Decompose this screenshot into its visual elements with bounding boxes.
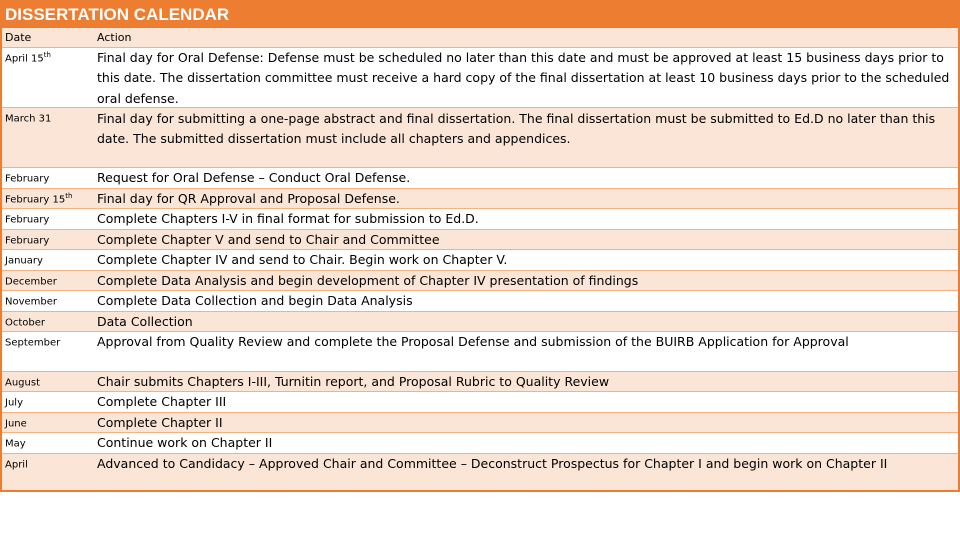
row-action: Chair submits Chapters I-III, Turnitin report, and Proposal Rubric to Quality Review (97, 374, 610, 389)
row-date: June (5, 418, 27, 430)
table-row (2, 230, 958, 250)
row-action: Continue work on Chapter II (97, 435, 273, 450)
row-date: March 31 (5, 113, 52, 125)
row-date: September (5, 337, 61, 349)
header-date: Date (5, 31, 32, 44)
row-action: Request for Oral Defense – Conduct Oral Defense. (97, 170, 411, 185)
row-date: February (5, 235, 50, 247)
table-row (2, 332, 958, 372)
table-title: DISSERTATION CALENDAR (2, 2, 958, 28)
row-date: January (5, 255, 43, 267)
table-row (2, 48, 958, 108)
row-date: July (5, 397, 23, 409)
table-row (2, 168, 958, 189)
row-action: Complete Data Analysis and begin development of Chapter IV presentation of findings (97, 273, 639, 288)
row-date: November (5, 296, 58, 308)
table-row (2, 271, 958, 291)
table-row (2, 108, 958, 168)
row-action: Final day for submitting a one-page abstract and final dissertation. The final dissertation must be submitted to Ed.D no later than this date. The submitted dissertation must include all chapters and appendices. (97, 111, 936, 147)
table-row (2, 189, 958, 209)
row-action: Complete Chapters I-V in final format for submission to Ed.D. (97, 211, 479, 226)
row-date: February 15th (5, 192, 73, 206)
row-date: April (5, 459, 28, 471)
table-row (2, 372, 958, 392)
row-action: Final day for QR Approval and Proposal Defense. (97, 191, 400, 206)
row-date: February (5, 214, 50, 226)
table-row (2, 250, 958, 271)
row-action: Complete Chapter III (97, 394, 227, 409)
table-row (2, 392, 958, 413)
row-action: Complete Data Collection and begin Data Analysis (97, 293, 413, 308)
table-row (2, 312, 958, 332)
row-action: Complete Chapter II (97, 415, 223, 430)
table-row (2, 454, 958, 490)
table-row (2, 209, 958, 230)
row-action: Complete Chapter IV and send to Chair. Begin work on Chapter V. (97, 252, 508, 267)
row-action: Approval from Quality Review and complete the Proposal Defense and submission of the BUIRB Application for Approval (97, 334, 849, 349)
row-date: May (5, 438, 26, 450)
table-row (2, 291, 958, 312)
header-action: Action (97, 31, 132, 44)
row-action: Advanced to Candidacy – Approved Chair and Committee – Deconstruct Prospectus for Chapter I and begin work on Chapter II (97, 456, 888, 471)
row-action: Data Collection (97, 314, 193, 329)
row-date: August (5, 377, 40, 389)
header-row (2, 28, 958, 48)
row-date: October (5, 317, 46, 329)
table-row (2, 413, 958, 433)
table-row (2, 433, 958, 454)
row-action: Complete Chapter V and send to Chair and Committee (97, 232, 440, 247)
row-date: December (5, 276, 57, 288)
row-action: Final day for Oral Defense: Defense must be scheduled no later than this date and must be approved at least 15 business days prior to this date. The dissertation committee must receive a hard copy of the final dissertation at least 10 business days prior to the scheduled oral defense. (97, 50, 950, 106)
row-date: February (5, 173, 50, 185)
row-date: April 15th (5, 51, 51, 65)
